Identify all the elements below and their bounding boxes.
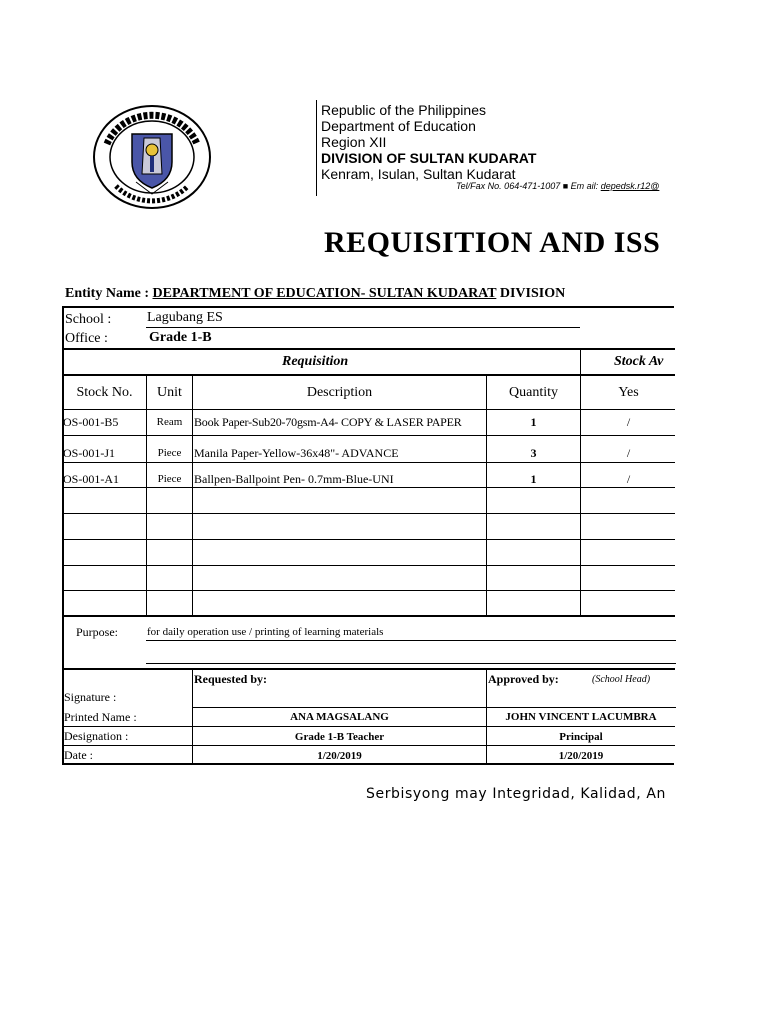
header-line-region: Region XII — [321, 134, 387, 150]
date-row-label: Date : — [64, 748, 93, 762]
col-header-stock-no: Stock No. — [76, 385, 133, 400]
printed-name-row-label: Printed Name : — [64, 710, 137, 724]
header-line-department: Department of Education — [321, 118, 476, 134]
row-line — [63, 462, 675, 463]
school-underline — [146, 327, 580, 328]
requested-by-designation: Grade 1-B Teacher — [294, 731, 385, 743]
item-unit: Ream — [156, 416, 183, 428]
requested-by-label: Requested by: — [194, 672, 268, 686]
school-label: School : — [65, 312, 112, 327]
item-stock-no: OS-001-B5 — [63, 415, 119, 429]
email-link[interactable]: depedsk.r12@ — [600, 181, 660, 191]
item-quantity: 1 — [530, 415, 537, 429]
section-top-line — [63, 348, 675, 350]
col-header-yes: Yes — [618, 385, 639, 400]
office-label: Office : — [65, 331, 108, 346]
sig-row-line — [192, 707, 676, 708]
col-header-unit: Unit — [157, 385, 182, 400]
header-line-address: Kenram, Isulan, Sultan Kudarat — [321, 166, 516, 182]
item-description: Manila Paper-Yellow-36x48"- ADVANCE — [194, 446, 399, 460]
entity-name-label: Entity Name : — [65, 286, 149, 301]
col-divider-quantity — [486, 375, 487, 616]
purpose-underline — [146, 663, 676, 664]
tel-fax-label: Tel/Fax No. 064-471-1007 ■ Em ail: — [456, 181, 599, 191]
item-description: Ballpen-Ballpoint Pen- 0.7mm-Blue-UNI — [194, 472, 394, 486]
col-divider-description — [192, 375, 193, 616]
signature-block-top-line — [63, 668, 675, 670]
approved-by-designation: Principal — [559, 731, 603, 743]
item-available-yes: / — [626, 472, 631, 486]
school-value: Lagubang ES — [147, 310, 223, 325]
entity-name-suffix: DIVISION — [499, 286, 566, 301]
approved-by-date: 1/20/2019 — [558, 750, 604, 762]
item-quantity: 1 — [530, 472, 537, 486]
section-stock-availability: Stock Av — [614, 354, 664, 369]
col-header-quantity: Quantity — [509, 385, 558, 400]
column-header-top-line — [63, 374, 675, 376]
form-title: REQUISITION AND ISS — [324, 226, 661, 259]
purpose-value: for daily operation use / printing of learning materials — [147, 626, 384, 638]
item-stock-no: OS-001-A1 — [63, 472, 119, 486]
section-requisition: Requisition — [282, 354, 349, 369]
sig-row-line — [63, 726, 675, 727]
row-line — [63, 487, 675, 488]
item-unit: Piece — [157, 447, 182, 459]
signature-row-label: Signature : — [64, 690, 117, 704]
item-quantity: 3 — [530, 446, 537, 460]
row-line — [63, 539, 675, 540]
item-stock-no: OS-001-J1 — [63, 446, 116, 460]
header-line-division: DIVISION OF SULTAN KUDARAT — [321, 150, 537, 166]
item-unit: Piece — [157, 473, 182, 485]
requested-by-name: ANA MAGSALANG — [290, 711, 389, 723]
approved-by-label: Approved by: — [488, 672, 559, 686]
school-head-note: (School Head) — [592, 674, 651, 685]
designation-row-label: Designation : — [64, 729, 129, 743]
header-line-republic: Republic of the Philippines — [321, 102, 486, 118]
item-description: Book Paper-Sub20-70gsm-A4- COPY & LASER PAPER — [194, 415, 462, 429]
col-header-description: Description — [306, 385, 373, 400]
approved-by-name: JOHN VINCENT LACUMBRA — [505, 711, 657, 723]
requested-by-date: 1/20/2019 — [317, 750, 362, 762]
item-available-yes: / — [626, 415, 631, 429]
purpose-label: Purpose: — [76, 625, 118, 639]
row-line — [63, 565, 675, 566]
row-line — [63, 435, 675, 436]
col-divider-unit — [146, 375, 147, 616]
office-value: Grade 1-B — [149, 330, 212, 345]
table-bottom-line — [63, 615, 675, 617]
row-line — [63, 590, 675, 591]
sig-row-line — [63, 745, 675, 746]
row-line — [63, 409, 675, 410]
purpose-underline — [146, 640, 676, 641]
footer-motto: Serbisyong may Integridad, Kalidad, An — [366, 786, 667, 802]
row-line — [63, 513, 675, 514]
entity-name-value: DEPARTMENT OF EDUCATION- SULTAN KUDARAT — [152, 286, 497, 301]
item-available-yes: / — [626, 446, 631, 460]
